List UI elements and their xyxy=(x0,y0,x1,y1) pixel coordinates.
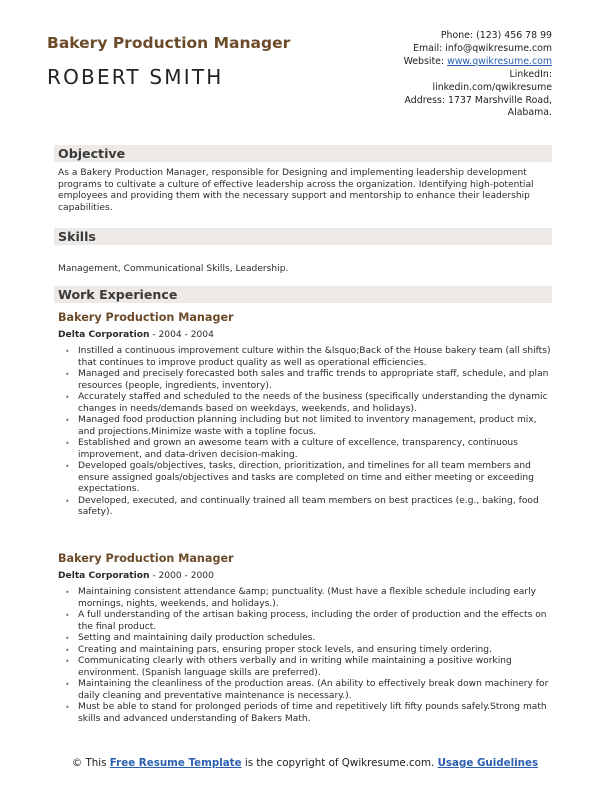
list-item: • Setting and maintaining daily production schedules. xyxy=(78,633,552,645)
phone-line: Phone: (123) 456 78 99 xyxy=(440,30,552,41)
address-line2: Alabama. xyxy=(507,107,552,119)
objective-text: As a Bakery Production Manager, responsible for Designing and implementing leadership development programs to cultivate a culture of effective leadership across the organization. Identifying high-potential employees and providing them with the necessary support and mentorship to enhance their leadership capabilities. xyxy=(58,168,534,213)
skills-section-header xyxy=(54,228,552,245)
job-1-dates: - 2004 - 2004 xyxy=(149,330,214,340)
job-1-company: Delta Corporation xyxy=(58,330,150,340)
list-item: • Accurately staffed and scheduled to the needs of the business (specifically understanding the dynamic changes in needs/demands based on weekdays, weekends, and holidays). xyxy=(78,392,552,415)
list-item: • Managed and precisely forecasted both sales and traffic trends to appropriate staff, schedule, and plan resources (people, ingredients, inventory). xyxy=(78,369,552,392)
skills-text: Management, Communicational Skills, Leadership. xyxy=(58,264,289,274)
footer xyxy=(70,757,540,771)
resume-header xyxy=(47,30,552,130)
list-item: • A full understanding of the artisan baking process, including the order of production and the effects on the final product. xyxy=(78,610,552,633)
website-link[interactable]: www.qwikresume.com xyxy=(447,55,552,67)
job-1-title: Bakery Production Manager xyxy=(58,311,234,324)
skills-heading: Skills xyxy=(58,229,96,244)
list-item: • Creating and maintaining pars, ensuring proper stock levels, and ensuring timely ordering. xyxy=(78,645,552,657)
email-line: Email: info@qwikresume.com xyxy=(413,42,552,54)
footer-copyright: © This xyxy=(71,757,110,769)
job-1-company-line xyxy=(58,330,214,340)
job-2-title: Bakery Production Manager xyxy=(58,552,234,565)
website-line: Website: www.qwikresume.com xyxy=(403,55,552,67)
list-item: • Established and grown an awesome team with a culture of excellence, transparency, continuous improvement, and data-driven decision-making. xyxy=(78,438,552,461)
candidate-name: ROBERT SMITH xyxy=(47,65,224,89)
free-resume-template-link[interactable]: Free Resume Template xyxy=(109,757,242,769)
list-item: • Maintaining the cleanliness of the production areas. (An ability to effectively break down machinery for daily cleaning and preventative maintenance is necessary.). xyxy=(78,679,552,702)
list-item: • Instilled a continuous improvement culture within the &lsquo;Back of the House bakery team (all shifts) that continues to improve product quality as well as operational efficiencies. xyxy=(78,346,552,369)
job-2-company-line xyxy=(58,571,214,581)
phone-value: (123) 456 78 99 xyxy=(476,30,552,41)
list-item: • Managed food production planning including but not limited to inventory management, product mix, and projections.Minimize waste with a topline focus. xyxy=(78,415,552,438)
objective-section-header xyxy=(54,145,552,162)
footer-middle: is the copyright of Qwikresume.com. xyxy=(241,757,438,769)
list-item: • Must be able to stand for prolonged periods of time and repetitively lift fifty pounds safely.Strong math skills and advanced understanding of Bakers Math. xyxy=(78,702,552,725)
list-item: • Communicating clearly with others verbally and in writing while maintaining a positive working environment. (Spanish language skills are preferred). xyxy=(78,656,552,679)
job-1-bullets xyxy=(78,346,552,519)
linkedin-value: linkedin.com/qwikresume xyxy=(432,81,552,93)
email-value: info@qwikresume.com xyxy=(445,42,552,54)
experience-heading: Work Experience xyxy=(58,287,178,302)
job-2-dates: - 2000 - 2000 xyxy=(149,571,214,581)
job-2-bullets xyxy=(78,587,552,725)
address-line1: 1737 Marshville Road, xyxy=(448,94,552,106)
usage-guidelines-link[interactable]: Usage Guidelines xyxy=(437,757,539,769)
experience-section-header xyxy=(54,286,552,303)
job-2-company: Delta Corporation xyxy=(58,571,150,581)
contact-block xyxy=(352,30,552,120)
list-item: • Developed goals/objectives, tasks, direction, prioritization, and timelines for all team members and ensure assigned goals/objectives and tasks are completed on time and either meeting or exceeding expectations. xyxy=(78,461,552,496)
job-title: Bakery Production Manager xyxy=(47,34,291,52)
address-line: Address: 1737 Marshville Road, xyxy=(404,94,552,106)
objective-heading: Objective xyxy=(58,146,126,161)
list-item: • Maintaining consistent attendance &amp; punctuality. (Must have a flexible schedule including early mornings, nights, weekends, and holidays.). xyxy=(78,587,552,610)
list-item: • Developed, executed, and continually trained all team members on best practices (e.g., baking, food safety). xyxy=(78,496,552,519)
linkedin-label: LinkedIn: xyxy=(509,68,552,80)
